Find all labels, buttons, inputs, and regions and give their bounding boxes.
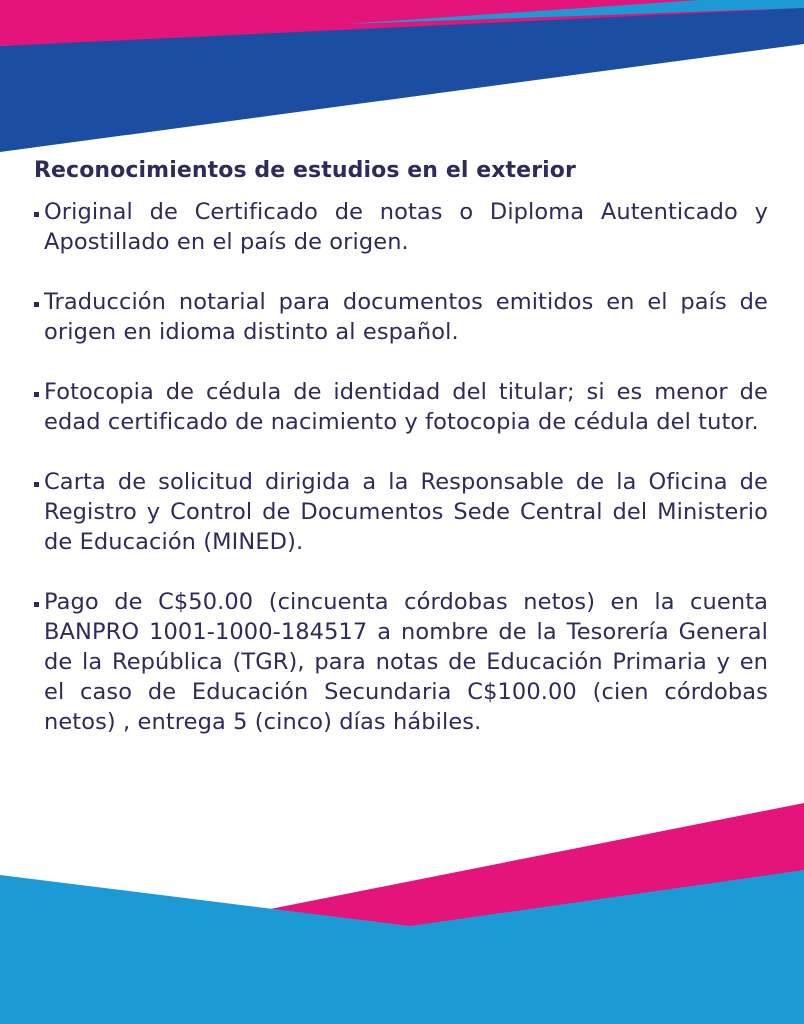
requirement-item: Pago de C$50.00 (cincuenta córdobas netos) en la cuenta BANPRO 1001-1000-184517 a nombre de la Tesorería General de la República (TGR), para notas de Educación Primaria y en el caso de Educación Secundaria C$100.00 (cien córdobas netos) , entrega 5 (cinco) días hábiles.: [34, 587, 768, 737]
requirements-section: [34, 158, 768, 767]
requirement-item: Traducción notarial para documentos emitidos en el país de origen en idioma distinto al español.: [34, 287, 768, 347]
requirement-item: Original de Certificado de notas o Diploma Autenticado y Apostillado en el país de origen.: [34, 197, 768, 257]
requirement-item: Fotocopia de cédula de identidad del titular; si es menor de edad certificado de nacimiento y fotocopia de cédula del tutor.: [34, 377, 768, 437]
requirements-list: [34, 197, 768, 737]
requirement-item: Carta de solicitud dirigida a la Responsable de la Oficina de Registro y Control de Documentos Sede Central del Ministerio de Educación (MINED).: [34, 467, 768, 557]
section-title: Reconocimientos de estudios en el exterior: [34, 158, 576, 183]
